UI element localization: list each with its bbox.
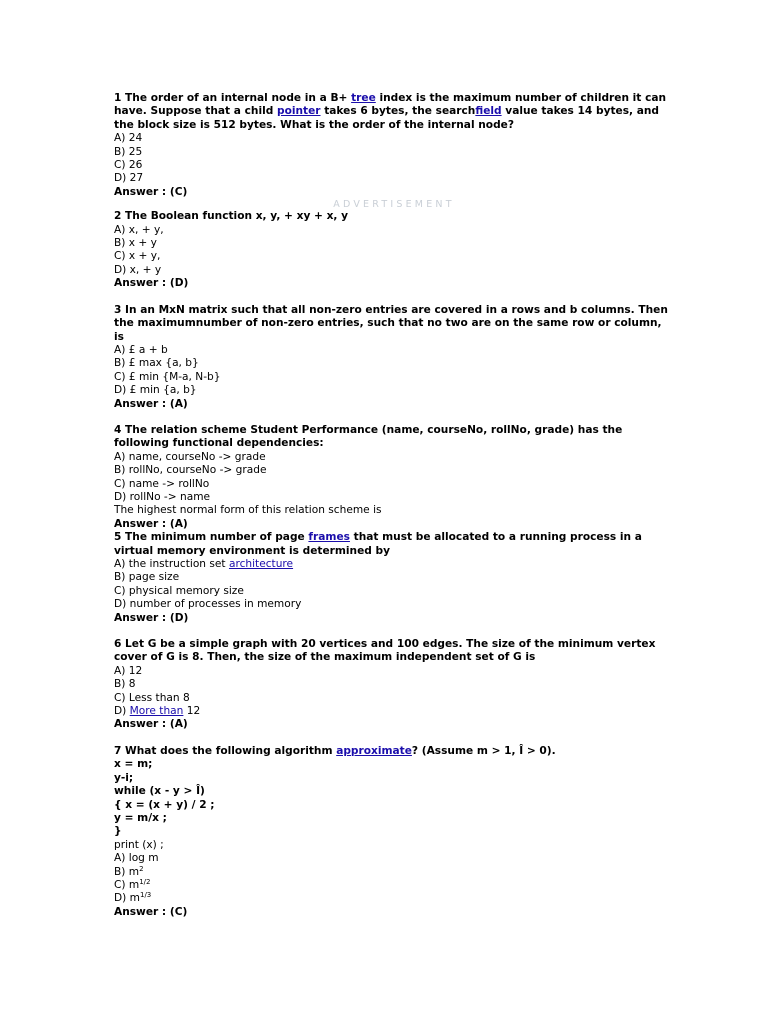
answer: Answer : (D) [114,277,189,290]
option-c-text: C) m [114,878,140,891]
question-2 [114,210,674,290]
option-c: C) 26 [114,159,143,172]
code-line: } [114,825,122,838]
option-c: C) name -> rollNo [114,477,210,490]
frames-link[interactable]: frames [308,531,350,544]
question-5-stem-text-a: 5 The minimum number of page [114,531,309,544]
question-7 [114,745,674,919]
question-2-stem: 2 The Boolean function x, y, + xy + x, y [114,210,349,223]
approximate-link[interactable]: approximate [336,744,412,757]
code-line: y-i; [114,771,134,784]
option-a: A) x, + y, [114,223,164,236]
print-line: print (x) ; [114,838,164,851]
option-b: B) 8 [114,678,136,691]
question-1-stem-text-a: 1 The order of an internal node in a B+ [114,92,352,104]
answer: Answer : (A) [114,718,188,731]
option-a: A) 12 [114,664,143,677]
option-a: A) 24 [114,132,143,145]
pointer-link[interactable]: pointer [277,105,321,118]
option-d: D) £ min {a, b} [114,384,197,397]
option-a: A) £ a + b [114,343,168,356]
option-b [114,866,674,879]
option-c: C) £ min {M-a, N-b} [114,370,221,383]
option-b: B) x + y [114,237,157,250]
option-b-exponent: 2 [139,864,144,873]
question-1-stem-text-c: takes 6 bytes, the search [320,105,476,118]
option-a: A) name, courseNo -> grade [114,450,266,463]
option-c-exponent: 1/2 [139,877,151,886]
option-a [114,558,674,571]
option-a-text: A) the instruction set [114,558,229,570]
option-b: B) £ max {a, b} [114,357,199,370]
answer: Answer : (C) [114,905,188,918]
question-4-stem: 4 The relation scheme Student Performance (name, courseNo, rollNo, grade) has the following functional dependencies: [114,423,623,450]
answer: Answer : (A) [114,397,188,410]
question-5 [114,531,674,625]
option-d-exponent: 1/3 [139,891,152,900]
option-d [114,705,674,718]
answer: Answer : (C) [114,185,188,198]
option-c: C) physical memory size [114,584,244,597]
question-7-stem-text-b: ? (Assume m > 1, Î > 0). [411,744,556,757]
question-1-stem [114,92,674,132]
question-3 [114,304,674,411]
question-4 [114,424,674,531]
advertisement-label: ADVERTISEMENT [333,199,455,211]
option-d: D) number of processes in memory [114,598,302,611]
question-3-stem: 3 In an MxN matrix such that all non-zero entries are covered in a rows and b columns. Then the maximumnumber of non-zero entries, such that no two are on the same row or column, is [114,303,668,343]
more-than-link[interactable]: More than [129,705,184,718]
code-line: x = m; [114,758,153,771]
question-4-extra-text: The highest normal form of this relation scheme is [114,504,382,517]
code-line: y = m/x ; [114,811,167,824]
document-body [114,92,674,919]
question-5-stem [114,531,674,558]
question-7-stem-text-a: 7 What does the following algorithm [114,744,337,757]
answer: Answer : (A) [114,517,188,530]
option-c: C) x + y, [114,250,161,263]
option-a: A) log m [114,852,159,865]
question-1 [114,92,674,199]
question-6-stem: 6 Let G be a simple graph with 20 vertices and 100 edges. The size of the minimum vertex cover of G is 8. Then, the size of the maximum independent set of G is [114,638,656,664]
answer: Answer : (D) [114,611,189,624]
option-b: B) page size [114,571,180,584]
option-d-tail: 12 [183,705,201,718]
question-7-stem [114,745,674,758]
option-d-text: D) [114,705,130,718]
question-5-stem-text-b: that must be allocated to a running process in a virtual memory environment is determined by [114,531,642,557]
code-line: while (x - y > Î) [114,785,205,798]
option-d-text: D) m [114,892,140,905]
question-1-stem-text-b: index is the maximum number of children it can have. Suppose that a child [114,92,667,118]
option-d: D) rollNo -> name [114,490,211,503]
architecture-link[interactable]: architecture [228,558,294,570]
option-b: B) rollNo, courseNo -> grade [114,464,267,477]
option-b-text: B) m [114,865,140,878]
question-1-stem-text-d: value takes 14 bytes, and the block size is 512 bytes. What is the order of the internal node? [114,105,660,131]
code-line: { x = (x + y) / 2 ; [114,798,215,811]
option-d: D) 27 [114,172,144,185]
question-6 [114,638,674,732]
option-b: B) 25 [114,145,143,158]
option-c: C) Less than 8 [114,691,190,704]
option-d: D) x, + y [114,263,162,276]
field-link[interactable]: field [475,105,502,118]
option-c [114,879,674,892]
option-d [114,892,674,905]
tree-link[interactable]: tree [351,92,376,104]
